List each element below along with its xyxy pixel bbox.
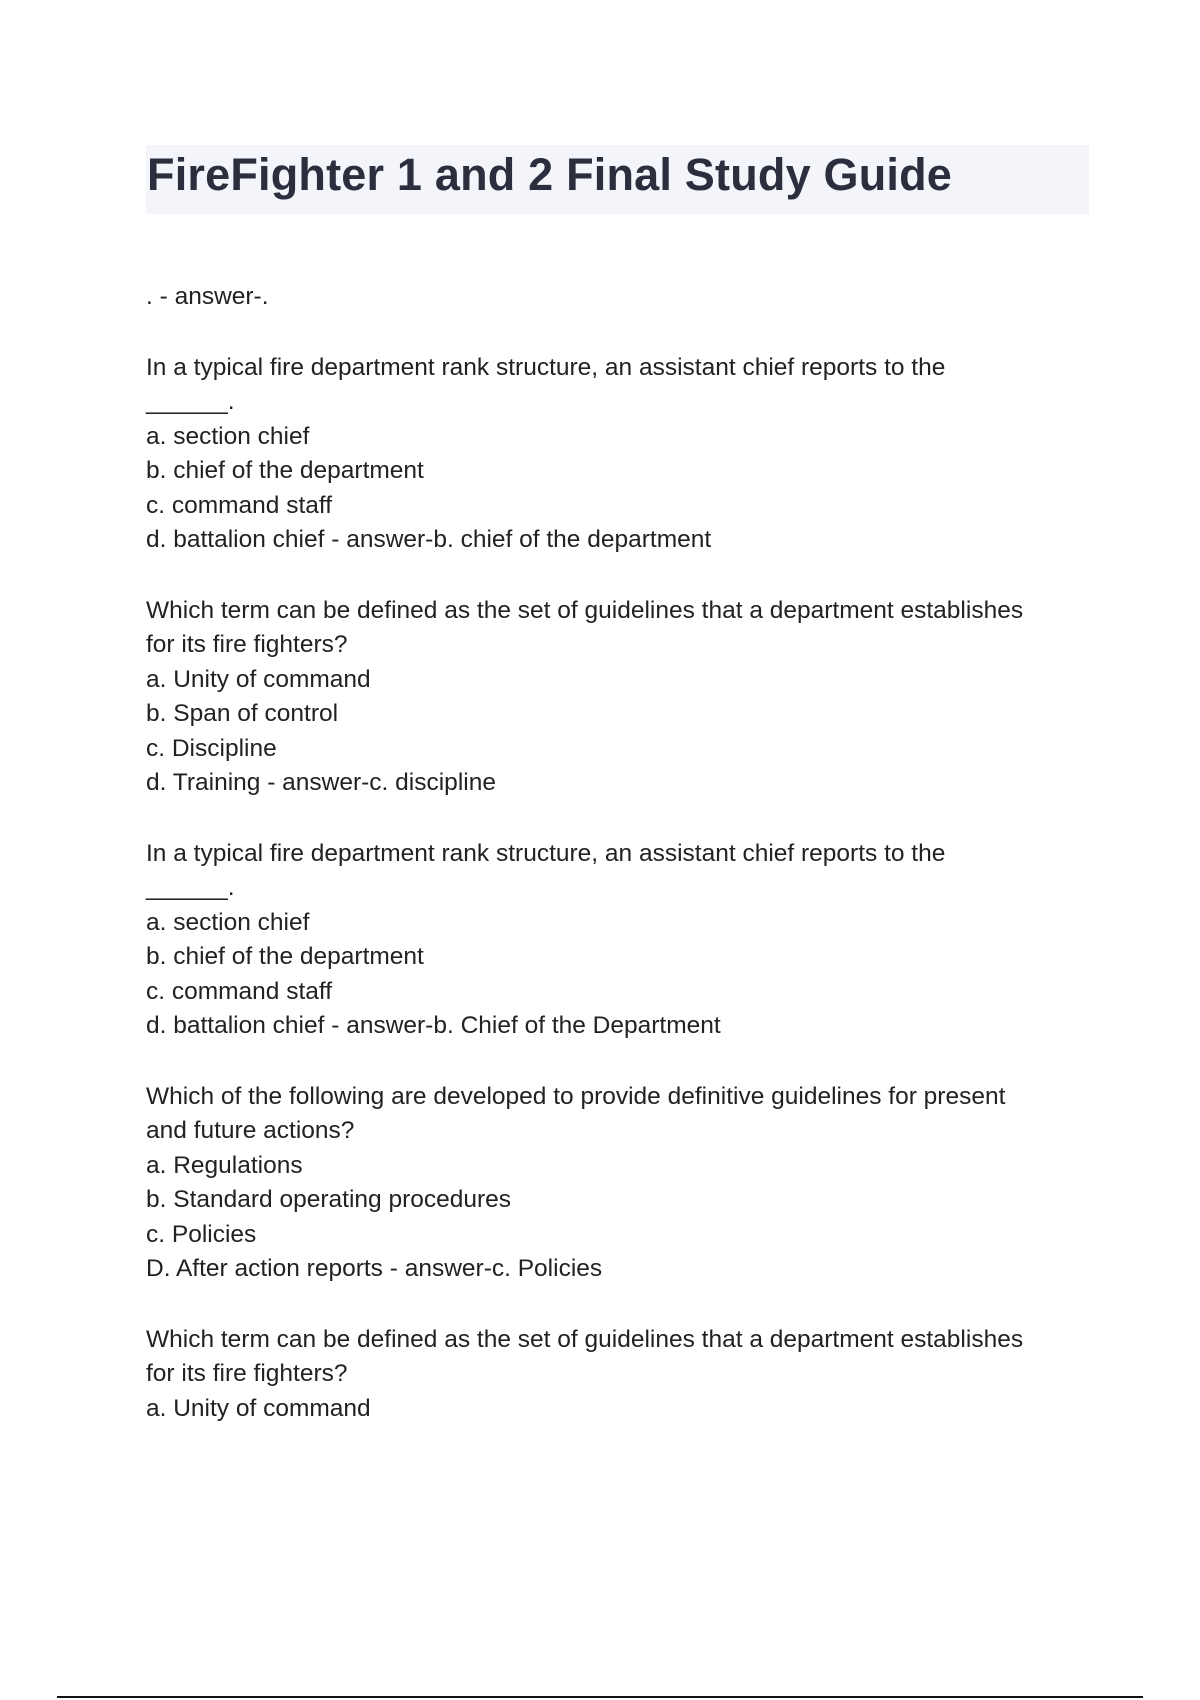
answer-option: c. command staff bbox=[146, 977, 333, 1005]
question-prompt: Which term can be defined as the set of guidelines that a department establishes bbox=[146, 596, 1024, 624]
question-prompt: Which term can be defined as the set of guidelines that a department establishes bbox=[146, 1325, 1024, 1353]
answer-option: b. Standard operating procedures bbox=[146, 1186, 512, 1213]
question-block-3 bbox=[146, 837, 1096, 1044]
answer-option: b. chief of the department bbox=[146, 943, 424, 970]
question-block-1 bbox=[146, 351, 1096, 558]
title-banner bbox=[146, 145, 1089, 214]
question-prompt: Which of the following are developed to provide definitive guidelines for present bbox=[146, 1082, 1006, 1110]
question-prompt-continued: ______. bbox=[146, 874, 235, 901]
answer-option: a. Regulations bbox=[146, 1151, 303, 1179]
answer-option: b. chief of the department bbox=[146, 457, 424, 484]
answer-option: a. section chief bbox=[146, 908, 310, 936]
answer-option: b. Span of control bbox=[146, 700, 339, 727]
answer-option: c. Policies bbox=[146, 1220, 257, 1248]
intro-text: . - answer-. bbox=[146, 283, 269, 310]
question-prompt: In a typical fire department rank structure, an assistant chief reports to the bbox=[146, 353, 946, 381]
answer-option-with-answer: D. After action reports - answer-c. Policies bbox=[146, 1255, 603, 1282]
question-prompt-continued: for its fire fighters? bbox=[146, 631, 348, 658]
answer-option-with-answer: d. battalion chief - answer-b. Chief of the Department bbox=[146, 1012, 721, 1039]
answer-option: a. Unity of command bbox=[146, 665, 371, 693]
question-prompt: In a typical fire department rank structure, an assistant chief reports to the bbox=[146, 839, 946, 867]
answer-option-with-answer: d. Training - answer-c. discipline bbox=[146, 769, 496, 796]
page-bottom-rule bbox=[57, 1696, 1143, 1698]
question-prompt-continued: for its fire fighters? bbox=[146, 1360, 348, 1387]
answer-option: a. Unity of command bbox=[146, 1394, 371, 1422]
page-title: FireFighter 1 and 2 Final Study Guide bbox=[147, 149, 953, 200]
intro-block bbox=[146, 280, 1096, 315]
question-block-5 bbox=[146, 1323, 1096, 1427]
question-block-4 bbox=[146, 1080, 1096, 1287]
answer-option: a. section chief bbox=[146, 422, 310, 450]
answer-option-with-answer: d. battalion chief - answer-b. chief of the department bbox=[146, 526, 712, 553]
answer-option: c. Discipline bbox=[146, 734, 277, 762]
question-block-2 bbox=[146, 594, 1096, 801]
question-prompt-continued: and future actions? bbox=[146, 1117, 355, 1144]
question-prompt-continued: ______. bbox=[146, 388, 235, 415]
answer-option: c. command staff bbox=[146, 491, 333, 519]
document-body bbox=[146, 280, 1096, 1462]
